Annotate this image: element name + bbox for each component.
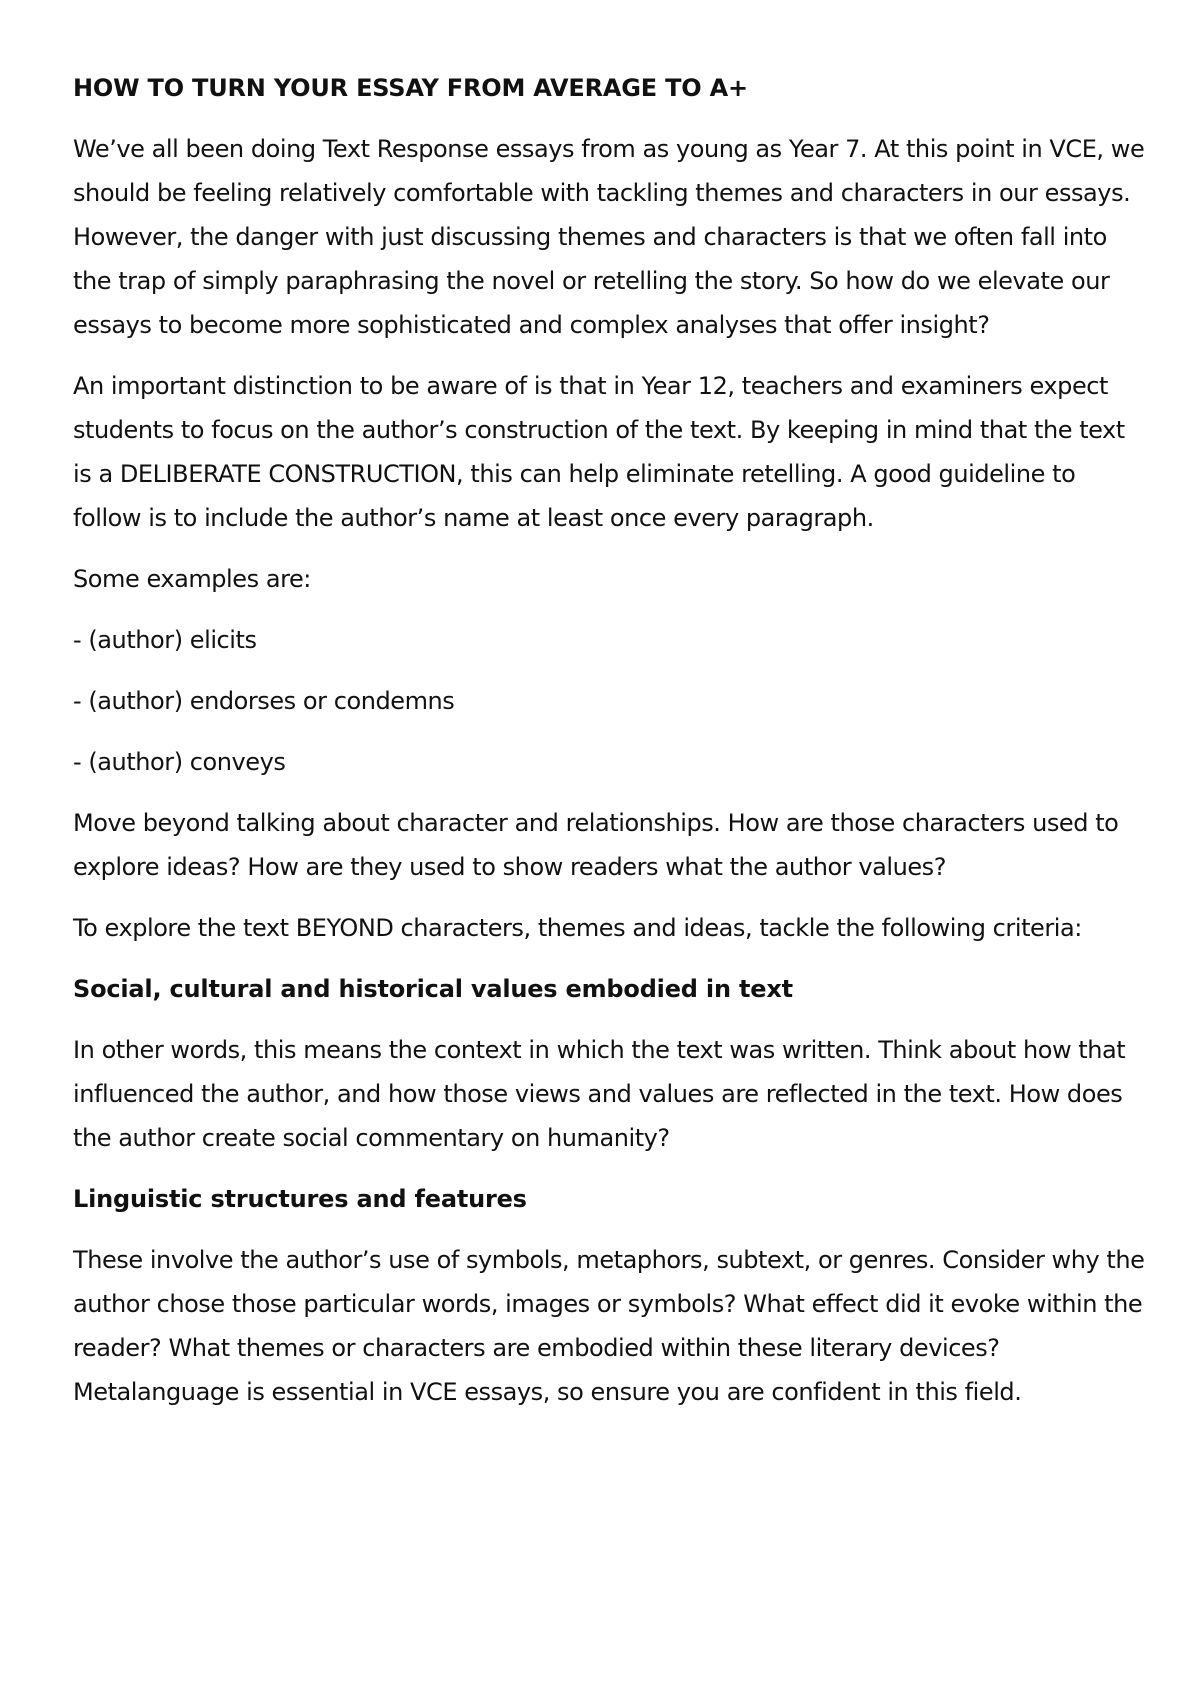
intro-paragraph: We’ve all been doing Text Response essays from as young as Year 7. At this point in VCE, we should be feeling relatively comfortable with tackling themes and characters in our essays. However, the danger with just discussing themes and characters is that we often fall into the trap of simply paraphrasing the novel or retelling the story. So how do we elevate our essays to become more sophisticated and complex analyses that offer insight? <box>73 135 1145 339</box>
example-item-conveys: - (author) conveys <box>73 748 286 776</box>
example-item-endorses: - (author) endorses or condemns <box>73 687 455 715</box>
context-paragraph: In other words, this means the context in which the text was written. Think about how that influenced the author, and how those views and values are reflected in the text. How does the author create social commentary on humanity? <box>73 1036 1126 1152</box>
linguistic-paragraph: These involve the author’s use of symbols, metaphors, subtext, or genres. Consider why the author chose those particular words, images or symbols? What effect did it evoke within the reader? What themes or characters are embodied within these literary devices? Metalanguage is essential in VCE essays, so ensure you are confident in this field. <box>73 1246 1145 1406</box>
distinction-paragraph: An important distinction to be aware of is that in Year 12, teachers and examiners expect students to focus on the author’s construction of the text. By keeping in mind that the text is a DELIBERATE CONSTRUCTION, this can help eliminate retelling. A good guideline to follow is to include the author’s name at least once every paragraph. <box>73 372 1125 532</box>
example-item-elicits: - (author) elicits <box>73 626 257 654</box>
linguistic-heading: Linguistic structures and features <box>73 1185 527 1213</box>
social-values-heading: Social, cultural and historical values embodied in text <box>73 975 793 1003</box>
examples-intro: Some examples are: <box>73 565 311 593</box>
criteria-intro-paragraph: To explore the text BEYOND characters, themes and ideas, tackle the following criteria: <box>73 914 1082 942</box>
document-title: HOW TO TURN YOUR ESSAY FROM AVERAGE TO A+ <box>73 74 748 102</box>
document-page <box>73 66 1148 1431</box>
beyond-paragraph: Move beyond talking about character and relationships. How are those characters used to explore ideas? How are they used to show readers what the author values? <box>73 809 1119 881</box>
